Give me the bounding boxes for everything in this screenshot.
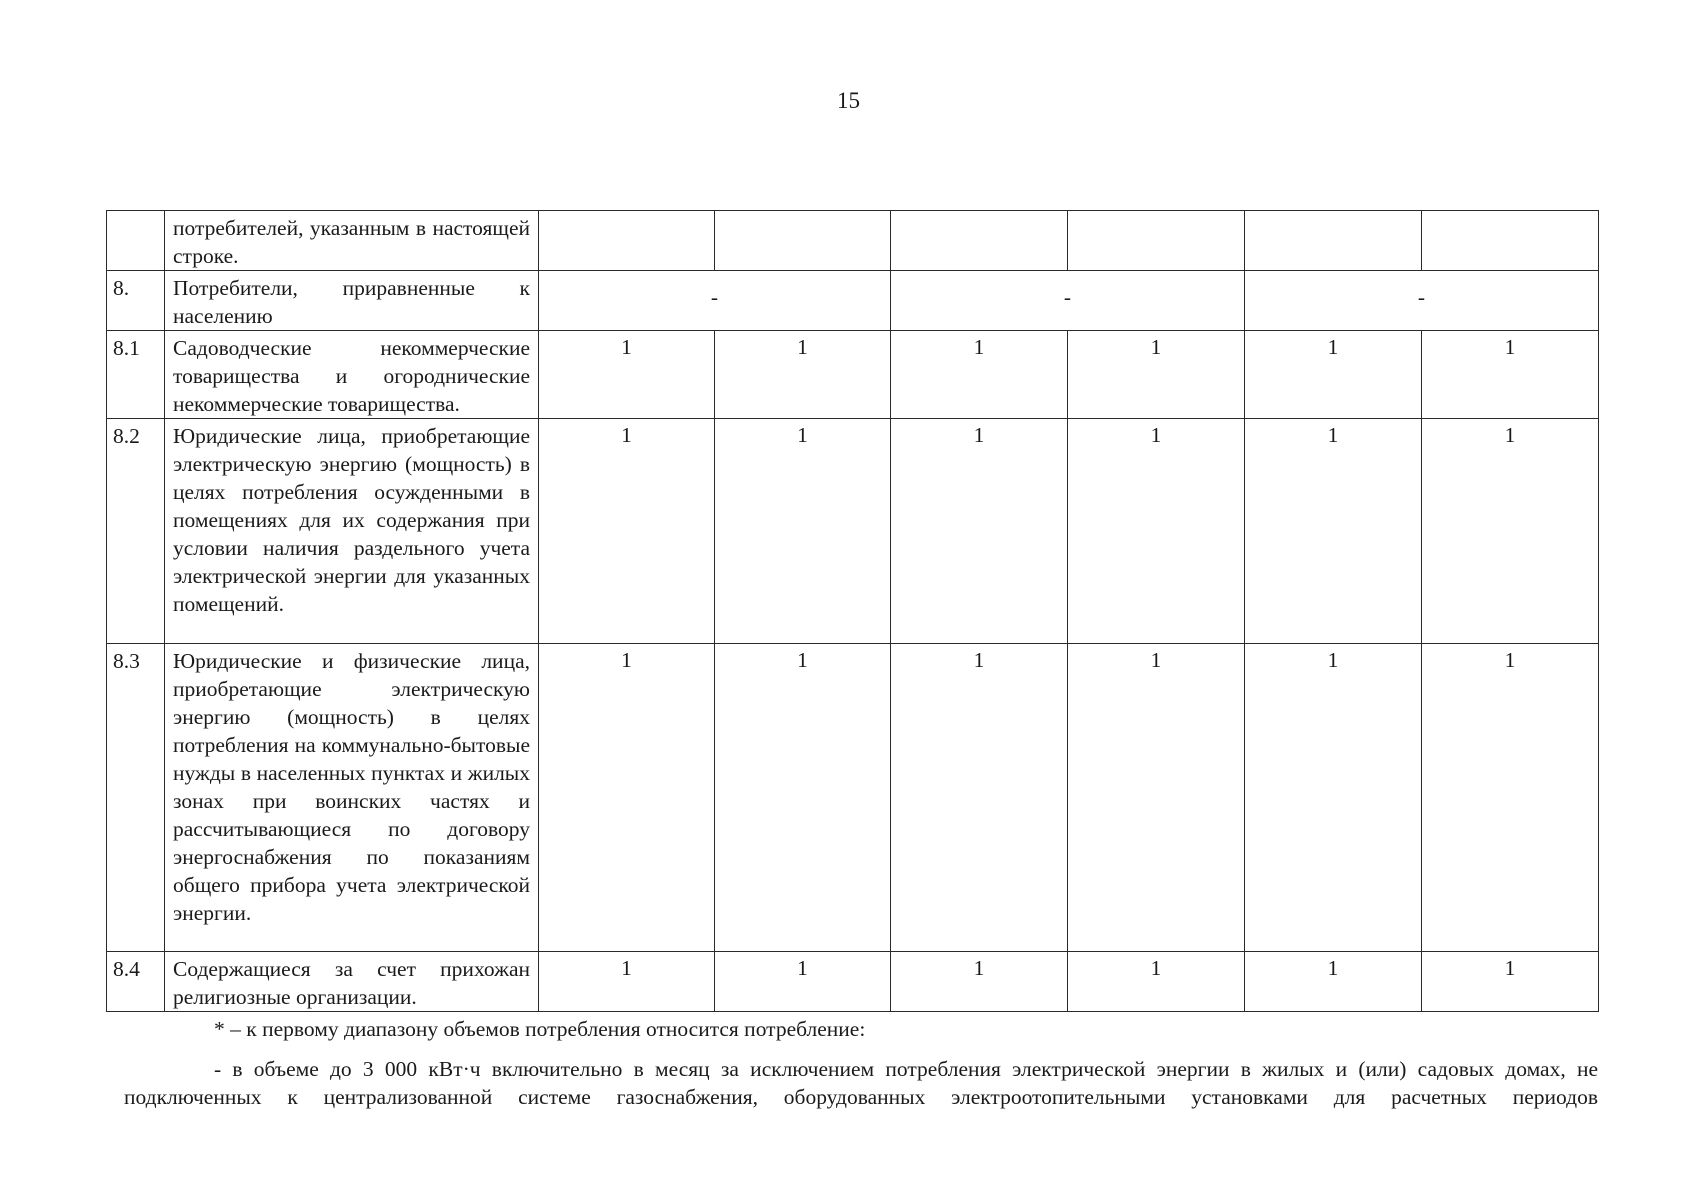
table-row-continuation [107,211,1599,271]
value-cell: 1 [539,952,715,1012]
value-cell: 1 [1245,331,1422,419]
value-cell: 1 [1245,952,1422,1012]
value-cell: 1 [891,644,1068,952]
merged-value-cell: - [1245,271,1599,331]
row-number: 8.1 [107,331,165,419]
value-cell [1245,211,1422,271]
value-cell [715,211,891,271]
table-row-8 [107,271,1599,331]
row-number: 8.4 [107,952,165,1012]
row-description: Юридические и физические лица, приобретающие электрическую энергию (мощность) в целях потребления на коммунально-бытовые нужды в населенных пунктах и жилых зонах при воинских частях и рассчитывающиеся по договору энергоснабжения по показаниям общего прибора учета электрической энергии. [165,644,539,952]
value-cell: 1 [715,644,891,952]
value-cell: 1 [715,331,891,419]
row-number: 8.2 [107,419,165,644]
value-cell: 1 [715,952,891,1012]
table-row-8-3 [107,644,1599,952]
value-cell [891,211,1068,271]
tariff-table [106,210,1599,1012]
value-cell: 1 [1068,419,1245,644]
value-cell: 1 [539,644,715,952]
footnote-title: * – к первому диапазону объемов потребления относится потребление: [214,1017,866,1041]
value-cell [539,211,715,271]
value-cell: 1 [891,331,1068,419]
value-cell: 1 [715,419,891,644]
row-number: 8.3 [107,644,165,952]
row-number [107,211,165,271]
row-description: Содержащиеся за счет прихожан религиозные организации. [165,952,539,1012]
value-cell: 1 [891,952,1068,1012]
table-row-8-2 [107,419,1599,644]
value-cell: 1 [891,419,1068,644]
row-number: 8. [107,271,165,331]
value-cell: 1 [1422,419,1599,644]
row-description: Юридические лица, приобретающие электрическую энергию (мощность) в целях потребления осужденными в помещениях для их содержания при условии наличия раздельного учета электрической энергии для указанных помещений. [165,419,539,644]
value-cell: 1 [1068,952,1245,1012]
footnote-body: - в объеме до 3 000 кВт·ч включительно в месяц за исключением потребления электрической энергии в жилых и (или) садовых домах, не подключенных к централизованной системе газоснабжения, оборудованных электроотопительными установками для расчетных периодов [124,1057,1598,1109]
value-cell [1068,211,1245,271]
value-cell: 1 [1245,419,1422,644]
value-cell: 1 [539,331,715,419]
merged-value-cell: - [891,271,1245,331]
table-row-8-4 [107,952,1599,1012]
table-row-8-1 [107,331,1599,419]
page-number: 15 [837,88,860,113]
value-cell [1422,211,1599,271]
row-description: Потребители, приравненные к населению [165,271,539,331]
row-description: потребителей, указанным в настоящей строке. [165,211,539,271]
value-cell: 1 [1068,331,1245,419]
value-cell: 1 [1422,644,1599,952]
value-cell: 1 [1245,644,1422,952]
value-cell: 1 [1422,952,1599,1012]
value-cell: 1 [539,419,715,644]
row-description: Садоводческие некоммерческие товарищества и огороднические некоммерческие товарищества. [165,331,539,419]
value-cell: 1 [1068,644,1245,952]
value-cell: 1 [1422,331,1599,419]
merged-value-cell: - [539,271,891,331]
